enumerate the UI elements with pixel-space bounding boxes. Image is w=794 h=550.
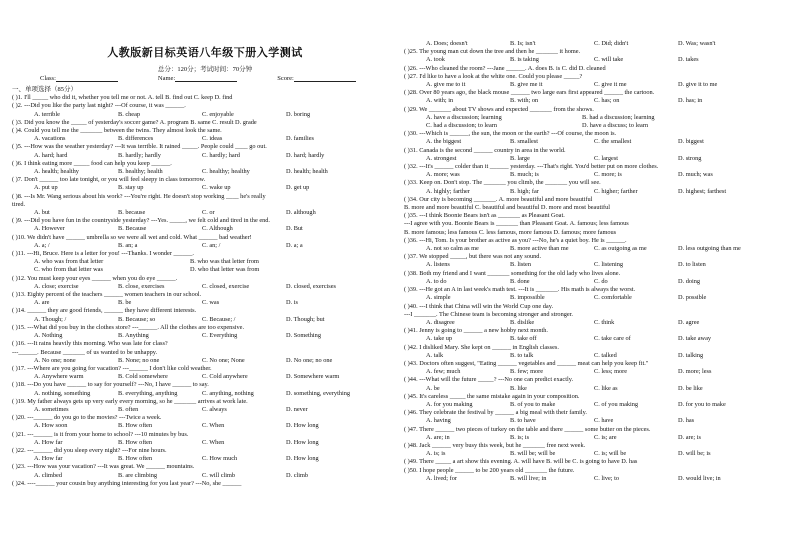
option-line: [404, 475, 782, 483]
option-choice: A. be: [426, 384, 440, 392]
option-line: [12, 135, 390, 143]
option-choice: D. health; health: [286, 168, 328, 176]
option-choice: C. When: [202, 438, 225, 446]
name-field: [158, 75, 237, 82]
question-line: ( )44. ---What will the future _____? ---No one can predict exactly.: [404, 376, 574, 384]
option-line: [404, 385, 782, 393]
score-label: Score:: [277, 75, 294, 82]
option-choice: B. impossible: [510, 294, 545, 302]
option-choice: B. to have: [510, 417, 536, 425]
option-choice: B. give me it: [510, 81, 543, 89]
option-choice: C. live; to: [594, 474, 620, 482]
option-choice: C. higher; farther: [594, 187, 638, 195]
option-line: [404, 450, 782, 458]
option-choice: D. much; was: [678, 171, 713, 179]
option-choice: B. is; is: [510, 433, 530, 441]
question-line: ( )49. There _____ a art show this evening. A. will have B. will be C. is going to have D. has: [404, 458, 638, 466]
question-line: ( )15. ---What did you buy in the clothes store? ---______. All the clothes are too expensive.: [12, 323, 245, 331]
option-line: [12, 299, 390, 307]
class-blank: [56, 75, 118, 82]
question-line: ( )10. We didn't have ______ umbrella so we were all wet and cold. What ______ bad weather!: [12, 233, 252, 241]
question-line: ---I _______. The Chinese team is becoming stronger and stronger.: [404, 310, 573, 318]
option-line: [404, 138, 782, 146]
option-choice: D. How long: [286, 455, 319, 463]
option-choice: D. families: [286, 135, 314, 143]
score-and-time: 总分：120分；考试时间：70分钟: [157, 66, 253, 73]
option-choice: A. nothing, something: [34, 389, 91, 397]
option-choice: B. close, exercises: [118, 282, 165, 290]
option-choice: B. How often: [118, 438, 153, 446]
question-line: ( )30. ---Which is ______, the sun, the moon or the earth? ---Of course, the moon is.: [404, 130, 617, 138]
question-line: ( )7. Don't ______ too late tonight, or you will feel sleepy in class tomorrow.: [12, 176, 206, 184]
option-choice: C. How much: [202, 455, 238, 463]
option-choice: B. differences: [118, 135, 154, 143]
option-choice: C. enjoyable: [202, 110, 234, 118]
option-line: [404, 352, 782, 360]
option-choice: A. put up: [34, 184, 58, 192]
option-line: [12, 184, 390, 192]
question-line: ( )21. ---______ is it from your home to school? ---10 minutes by bus.: [12, 430, 189, 438]
option-choice: B. with; on: [510, 97, 539, 105]
option-line: [12, 472, 390, 480]
option-choice: D. boring: [286, 110, 311, 118]
option-choice: C. like as: [594, 384, 618, 392]
option-choice: C. When: [202, 422, 225, 430]
option-choice: C. is; will be: [594, 450, 627, 458]
question-line: ( )26. ---Who cleaned the room? ---Jane ______. A. does B. is C. did D. cleaned: [404, 64, 606, 72]
question-line: ( )20. ---______ do you go to the movies? ---Twice a week.: [12, 414, 162, 422]
question-line: ( )9. ---Did you have fun in the countryside yesterday? ---Yes. _____, we felt cold and tired in the end.: [12, 217, 270, 225]
option-choice: D. But: [286, 225, 303, 233]
option-choice: D. who that letter was from: [190, 266, 260, 274]
option-line: [404, 245, 782, 253]
option-choice: C. comfortable: [594, 294, 632, 302]
question-line: tired.: [12, 200, 26, 208]
option-choice: B. healthy; health: [118, 168, 163, 176]
option-choice: A. the biggest: [426, 138, 462, 146]
option-choice: C. will take: [594, 56, 624, 64]
option-choice: B. cheap: [118, 110, 141, 118]
option-choice: A. talk: [426, 351, 444, 359]
option-choice: D. will be; is: [678, 450, 711, 458]
question-line: ( )13. Eighty percent of the teachers ______ women teachers in our school.: [12, 291, 202, 299]
option-choice: C. was: [202, 299, 220, 307]
option-line: [404, 122, 782, 130]
option-choice: A. close; exercise: [34, 282, 79, 290]
score-blank: [294, 75, 356, 82]
name-blank: [175, 75, 237, 82]
question-line: ( )38. Both my friend and I want _______ something for the old lady who lives alone.: [404, 269, 621, 277]
option-line: [404, 97, 782, 105]
option-choice: C. think: [594, 318, 615, 326]
option-line: [404, 155, 782, 163]
option-choice: C. do: [594, 277, 608, 285]
option-line: [404, 114, 782, 122]
option-line: [12, 455, 390, 463]
option-choice: A. health; healthy: [34, 168, 79, 176]
option-choice: A. How far: [34, 455, 63, 463]
question-line: ---______. Because _______ of us wanted to be unhappy.: [12, 348, 158, 356]
option-choice: B. stay up: [118, 184, 144, 192]
question-line: ( )27. I'd like to have a look at the white one. Could you please _____?: [404, 72, 583, 80]
option-choice: A. sometimes: [34, 405, 69, 413]
option-line: [12, 209, 390, 217]
option-choice: A. give me to it: [426, 81, 466, 89]
option-choice: D. possible: [678, 294, 707, 302]
option-choice: D. have a discuss; to learn: [582, 122, 649, 130]
option-choice: D. for you to make: [678, 400, 726, 408]
option-line: [404, 278, 782, 286]
option-choice: A. few; much: [426, 368, 461, 376]
option-choice: C. less; more: [594, 368, 628, 376]
option-choice: A. terrible: [34, 110, 60, 118]
option-line: [404, 81, 782, 89]
option-choice: B. will live; in: [510, 474, 547, 482]
option-line: [404, 335, 782, 343]
option-choice: A. is; is: [426, 450, 446, 458]
question-line: ( )18. ---Do you have ______ to say for yourself? ---No, I have ______ to say.: [12, 381, 209, 389]
option-choice: C. more; is: [594, 171, 622, 179]
option-choice: A. simple: [426, 294, 451, 302]
left-column: [12, 85, 390, 488]
question-line: ( )43. Doctors often suggest, "Eating ______ vegetables and ______ meat can help you keep fit.": [404, 359, 649, 367]
exam-title: 人教版新目标英语八年级下册入学测试: [107, 47, 303, 59]
option-choice: A. How far: [34, 438, 63, 446]
option-choice: D. Though; but: [286, 315, 325, 323]
option-line: [404, 56, 782, 64]
option-choice: B. Because; so: [118, 315, 156, 323]
question-line: ( )32. ---It's ______ colder than it ______ yesterday. ---That's right. You'd better put on more clothes.: [404, 163, 659, 171]
option-choice: A. Anywhere warm: [34, 373, 84, 381]
option-choice: B. be: [118, 299, 132, 307]
option-line: [12, 390, 390, 398]
option-choice: B. had a discussion; learning: [582, 113, 655, 121]
option-line: [12, 357, 390, 365]
option-choice: A. Though; /: [34, 315, 67, 323]
question-line: ( )6. I think eating more _____ food can help you keep ______.: [12, 159, 172, 167]
option-choice: C. an; /: [202, 241, 221, 249]
option-choice: C. Everything: [202, 332, 238, 340]
option-choice: D. takes: [678, 56, 699, 64]
option-choice: A. However: [34, 225, 65, 233]
option-line: [12, 332, 390, 340]
option-choice: C. has; on: [594, 97, 620, 105]
option-choice: C. ideas: [202, 135, 223, 143]
option-choice: D. be like: [678, 384, 703, 392]
option-choice: D. a; a: [286, 241, 303, 249]
option-line: [12, 258, 390, 266]
question-line: ( )28. Over 80 years ago, the black mouse ______ two large ears first appeared ______ the cartoon.: [404, 89, 655, 97]
option-choice: D. How long: [286, 438, 319, 446]
option-line: [404, 319, 782, 327]
option-choice: D. take away: [678, 335, 712, 343]
option-choice: D. climb: [286, 471, 309, 479]
question-line: ( )29. We _______ about TV shows and expected _______ from the shows.: [404, 105, 594, 113]
option-choice: D. has: [678, 417, 695, 425]
question-line: ( )45. It's careless _____ the same mistake again in your composition.: [404, 392, 580, 400]
question-line: ( )48. Jack ______ very busy this week, but he _______ free next week.: [404, 441, 586, 449]
option-choice: B. more active than me: [510, 245, 569, 253]
option-choice: D. No one; no one: [286, 356, 333, 364]
option-choice: B. because: [118, 209, 146, 217]
question-line: ( )12. You must keep your eyes ______ when you do eye ______.: [12, 274, 178, 282]
option-choice: D. has; in: [678, 97, 703, 105]
option-choice: A. listens: [426, 261, 450, 269]
option-choice: C. will climb: [202, 471, 236, 479]
option-line: [404, 417, 782, 425]
question-line: ( )37. We stopped _____, but there was not any sound.: [404, 253, 542, 261]
option-choice: B. hardly; hardly: [118, 151, 161, 159]
option-choice: C. have: [594, 417, 614, 425]
option-line: [404, 261, 782, 269]
option-line: [12, 283, 390, 291]
option-choice: C. listening: [594, 261, 624, 269]
option-line: [12, 168, 390, 176]
option-choice: D. highest; farthest: [678, 187, 727, 195]
option-choice: C. talked: [594, 351, 617, 359]
option-choice: C. Because; /: [202, 315, 236, 323]
question-line: ( )14. ______ they are good friends, ______ they have different interests.: [12, 307, 197, 315]
option-choice: B. much; is: [510, 171, 539, 179]
option-choice: B. Is; isn't: [510, 40, 536, 47]
option-choice: A. strongest: [426, 154, 457, 162]
option-choice: C. of you making: [594, 400, 639, 408]
option-choice: D. never: [286, 405, 308, 413]
question-line: ( )17. ---Where are you going for vacation? ---______ I don't like cold weather.: [12, 364, 212, 372]
option-choice: C. hardly; hard: [202, 151, 240, 159]
question-line: ( )25. The young man cut down the tree and then he _______ it home.: [404, 48, 581, 56]
option-choice: B. done: [510, 277, 530, 285]
option-line: [12, 422, 390, 430]
option-choice: B. will be; will be: [510, 450, 556, 458]
option-choice: D. Something: [286, 332, 321, 340]
option-choice: D. would live; in: [678, 474, 721, 482]
option-choice: B. to talk: [510, 351, 534, 359]
option-choice: C. Did; didn't: [594, 40, 629, 47]
option-choice: D. agree: [678, 318, 700, 326]
option-choice: C. Although: [202, 225, 233, 233]
option-choice: B. Cold somewhere: [118, 373, 168, 381]
option-choice: B. How often: [118, 455, 153, 463]
option-line: [404, 294, 782, 302]
option-choice: B. like: [510, 384, 527, 392]
option-choice: D. strong: [678, 154, 702, 162]
option-choice: C. No one; None: [202, 356, 245, 364]
option-choice: B. large: [510, 154, 530, 162]
question-line: ( )35. ---I think Boonie Bears isn't as _______ as Pleasant Goat.: [404, 212, 565, 220]
option-choice: A. with; in: [426, 97, 454, 105]
option-choice: A. took: [426, 56, 445, 64]
question-line: ( )24. ----______ your cousin buy anything interesting for you last year? ---No, she ______: [12, 479, 242, 487]
option-choice: B. dislike: [510, 318, 535, 326]
option-choice: C. give it me: [594, 81, 627, 89]
question-line: ( )16. ---It rains heavily this morning. Who was late for class?: [12, 340, 168, 348]
option-choice: D. talking: [678, 351, 704, 359]
option-line: [12, 242, 390, 250]
option-choice: D. How long: [286, 422, 319, 430]
option-choice: B. is taking: [510, 56, 539, 64]
option-choice: A. are: [34, 299, 50, 307]
question-line: ( )41. Jenny is going to ______ a new hobby next month.: [404, 327, 548, 335]
option-choice: C. as outgoing as me: [594, 245, 647, 253]
option-line: [404, 401, 782, 409]
option-choice: B. few; more: [510, 368, 544, 376]
option-choice: D. is: [286, 299, 298, 307]
option-choice: D. give it to me: [678, 81, 718, 89]
question-line: ( )11. ---Hi, Bruce. Here is a letter for you! ---Thanks. I wonder ______.: [12, 250, 194, 258]
option-line: [12, 152, 390, 160]
question-line: ( )8. ---Is Mr. Wang serious about his work? ---You're right. He doesn't stop working ____ he's really: [12, 192, 266, 200]
option-choice: A. No one; none: [34, 356, 76, 364]
class-field: [40, 75, 118, 82]
right-question-list: [404, 40, 782, 483]
option-choice: D. less outgoing than me: [678, 245, 741, 253]
right-column: [404, 40, 782, 483]
option-line: [12, 225, 390, 233]
question-line: ( )47. There ______ two pieces of turkey on the table and there ______ some butter on the pieces.: [404, 425, 651, 433]
option-choice: B. often: [118, 405, 139, 413]
question-line: ( )19. My father always gets up very early every morning, so he _______ arrives at work late.: [12, 397, 248, 405]
question-line: ( )33. Keep on. Don't stop. The _______ you climb, the _______ you will see.: [404, 179, 601, 187]
option-choice: D. get up: [286, 184, 310, 192]
option-choice: B. who was that letter from: [190, 258, 259, 266]
class-label: Class:: [40, 75, 56, 82]
question-line: ( )46. They celebrate the festival by ______ a big meal with their family.: [404, 409, 587, 417]
option-choice: D. closed, exercises: [286, 282, 337, 290]
option-choice: B. listen: [510, 261, 531, 269]
option-choice: A. How soon: [34, 422, 68, 430]
option-choice: B. everything, anything: [118, 389, 178, 397]
option-choice: C. anything, nothing: [202, 389, 254, 397]
option-line: [12, 111, 390, 119]
option-choice: A. for you making: [426, 400, 473, 408]
option-choice: D. to listen: [678, 261, 706, 269]
option-choice: A. to do: [426, 277, 447, 285]
option-line: [12, 373, 390, 381]
option-choice: B. an; a: [118, 241, 138, 249]
option-choice: D. something, everything: [286, 389, 351, 397]
question-line: ---I agree with you. Boonie Bears is _______ than Pleasant Goat. A. famous; less famous: [404, 220, 629, 228]
option-line: [404, 171, 782, 179]
option-choice: C. always: [202, 405, 227, 413]
option-choice: A. more; was: [426, 171, 460, 179]
option-choice: D. hard; hardly: [286, 151, 325, 159]
option-choice: B. Anything: [118, 332, 149, 340]
option-choice: C. closed, exercise: [202, 282, 250, 290]
option-choice: B. high; far: [510, 187, 539, 195]
question-line: ( )1. I'll _____ who did it, whether you tell me or not. A. tell B. find out C. keep D. find: [12, 94, 233, 102]
option-choice: A. are; in: [426, 433, 450, 441]
option-choice: A. vacations: [34, 135, 66, 143]
option-line: [12, 316, 390, 324]
option-choice: A. but: [34, 209, 50, 217]
option-choice: A. hard; hard: [34, 151, 68, 159]
option-choice: C. largest: [594, 154, 619, 162]
question-line: ( )5. ---How was the weather yesterday? ---It was terrible. It rained _____. People could ____ go out.: [12, 143, 267, 151]
question-line: ( )3. Did you know the _____ of yesterday's soccer game? A. program B. same C. result D. grade: [12, 118, 257, 126]
option-choice: A. Does; doesn't: [426, 40, 468, 47]
option-choice: A. having: [426, 417, 451, 425]
option-choice: B. are climbing: [118, 471, 157, 479]
question-line: ( )42. I disliked Mary. She kept on ______ in English classes.: [404, 343, 559, 351]
option-choice: A. a; /: [34, 241, 50, 249]
option-choice: A. highly; farther: [426, 187, 470, 195]
question-line: ( )39. ---He got an A in last week's math test. ---It is _______. His math is always the worst.: [404, 286, 636, 294]
option-choice: C. or: [202, 209, 215, 217]
question-line: ( )23. ---How was your vacation? ---It was great. We ______ mountains.: [12, 463, 195, 471]
option-choice: A. not so calm as me: [426, 245, 479, 253]
option-choice: C. is; are: [594, 433, 617, 441]
option-choice: B. take off: [510, 335, 537, 343]
option-choice: B. None; no one: [118, 356, 160, 364]
option-line: [404, 434, 782, 442]
section-heading: 一、单项选择（85分）: [12, 86, 77, 93]
option-line: [404, 368, 782, 376]
option-line: [404, 188, 782, 196]
option-choice: A. take up: [426, 335, 453, 343]
question-line: ( )40. ---I think that China will win the World Cup one day.: [404, 302, 554, 310]
option-choice: C. Cold anywhere: [202, 373, 248, 381]
option-choice: C. had a discussion; to learn: [426, 122, 498, 130]
option-choice: A. disagree: [426, 318, 455, 326]
option-choice: D. Somewhere warm: [286, 373, 340, 381]
option-choice: C. who from that letter was: [34, 266, 103, 274]
option-choice: D. Was; wasn't: [678, 40, 716, 47]
student-info-row: [40, 75, 400, 82]
option-choice: C. the smallest: [594, 138, 632, 146]
question-line: ( )50. I hope people ______ to be 200 years old _______ the future.: [404, 466, 575, 474]
option-choice: C. take care of: [594, 335, 631, 343]
option-choice: A. have a discussion; learning: [426, 113, 502, 121]
option-choice: D. biggest: [678, 138, 704, 146]
question-line: B. more and more beautiful C. beautiful and beautiful D. more and most beautiful: [404, 204, 610, 212]
option-choice: A. who was from that letter: [34, 258, 104, 266]
question-line: ( )4. Could you tell me the _______ between the twins. They almost look the same.: [12, 127, 222, 135]
score-field: [277, 75, 356, 82]
left-question-list: [12, 94, 390, 488]
option-line: [12, 406, 390, 414]
option-choice: B. How often: [118, 422, 153, 430]
name-label: Name:: [157, 75, 176, 82]
question-line: ( )31. Canada is the second ______ country in area in the world.: [404, 146, 566, 154]
question-line: ( )36. ---Hi, Tom. Is your brother as active as you? ---No, he's a quiet boy. He is ______.: [404, 236, 627, 244]
option-line: [404, 40, 782, 48]
option-line: [12, 266, 390, 274]
option-choice: A. lived; for: [426, 474, 457, 482]
option-choice: C. wake up: [202, 184, 231, 192]
question-line: ( )22. ---______ did you sleep every night? ---For nine hours.: [12, 446, 167, 454]
option-choice: A. Nothing: [34, 332, 63, 340]
question-line: B. more famous; less famous C. less famous, more famous D. famous; more famous: [404, 228, 617, 236]
option-choice: B. smallest: [510, 138, 538, 146]
option-choice: C. healthy; healthy: [202, 168, 250, 176]
option-line: [12, 439, 390, 447]
question-line: ( )2. ---Did you like the party last night? ---Of course, it was ______.: [12, 102, 186, 110]
option-choice: D. doing: [678, 277, 701, 285]
option-choice: B. of you to make: [510, 400, 556, 408]
option-choice: D. although: [286, 209, 316, 217]
option-choice: D. are; is: [678, 433, 701, 441]
option-choice: B. Because: [118, 225, 147, 233]
option-choice: D. more; less: [678, 368, 712, 376]
option-choice: A. climbed: [34, 471, 62, 479]
question-line: ( )34. Our city is becoming _______. A. more beautiful and more beautiful: [404, 195, 593, 203]
